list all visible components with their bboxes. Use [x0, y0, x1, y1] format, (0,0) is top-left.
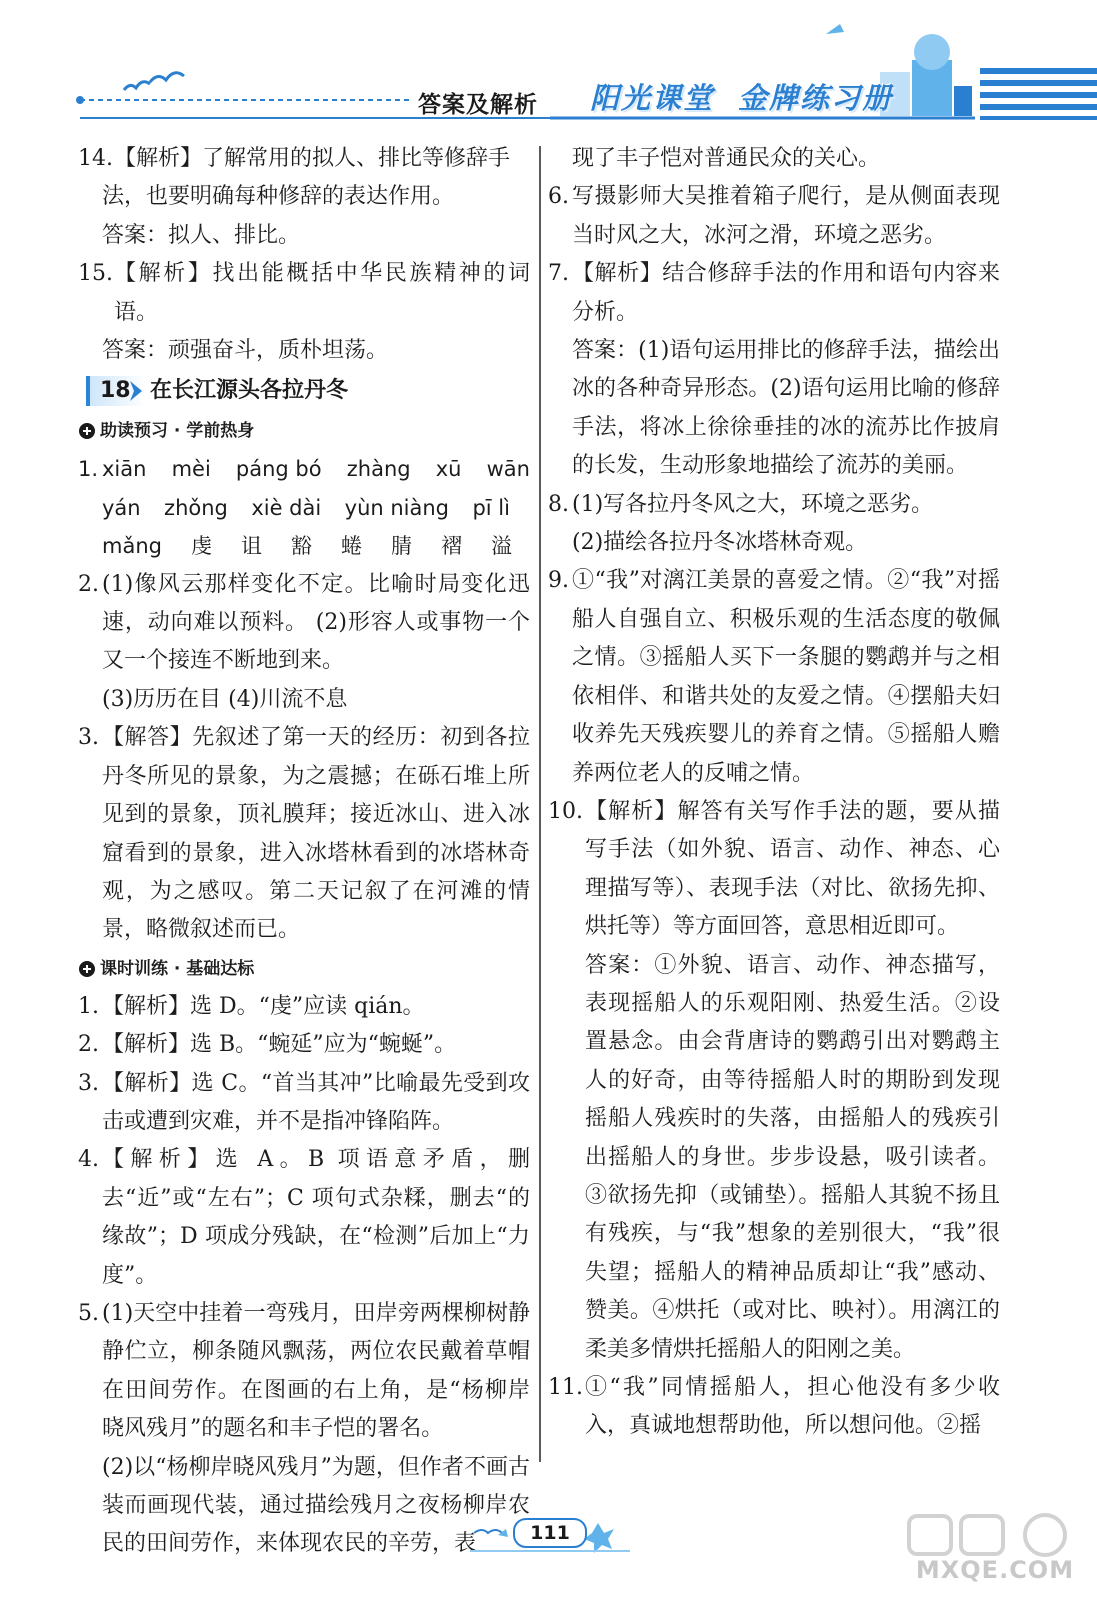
- brand-title: [590, 76, 893, 117]
- pinyin-row-1: [102, 450, 530, 488]
- pinyin-row-2: [102, 489, 530, 527]
- q14-item: [78, 140, 530, 255]
- r7-item: [548, 255, 1000, 485]
- pinyin: wān: [486, 457, 530, 482]
- item-number: 2.: [78, 1032, 99, 1058]
- pinyin-block: [78, 450, 530, 565]
- r10-item: [548, 793, 1000, 1369]
- lesson-title: 在长江源头各拉丹冬: [150, 378, 349, 404]
- p1-item: [78, 450, 530, 565]
- watermark-logo: [905, 1508, 1085, 1560]
- page-number-area: [470, 1515, 630, 1555]
- character: 溢: [490, 534, 512, 559]
- lesson-number: 18: [100, 378, 131, 404]
- r11-text: ①“我”同情摇船人，担心他没有多少收入，真诚地想帮助他，所以想问他。②摇: [585, 1375, 1000, 1439]
- pinyin-row-3: [102, 527, 530, 565]
- r9-item: [548, 562, 1000, 792]
- t2-text: 【解析】选 B。“蜿延”应为“蜿蜒”。: [102, 1032, 457, 1058]
- p2-text: (1)像风云那样变化不定。比喻时局变化迅速，动向难以预料。 (2)形容人或事物一个又一个接连不断地到来。: [102, 571, 530, 674]
- left-column: [78, 140, 530, 1564]
- t3-text: 【解析】选 C。“首当其冲”比喻最先受到攻击或遭到灾难，并不是指冲锋陷阵。: [102, 1070, 530, 1134]
- item-number: 3.: [78, 725, 99, 751]
- section-header-preview: [78, 412, 530, 450]
- t1-item: [78, 988, 530, 1026]
- pinyin: zhǒng: [164, 495, 228, 520]
- character: 虔: [190, 534, 212, 559]
- pinyin: zhàng: [346, 457, 411, 482]
- r10-answer: 答案：①外貌、语言、动作、神态描写，表现摇船人的乐观阳刚、热爱生活。②设置悬念。由会背唐诗的鹦鹉引出对鹦鹉主人的好奇，由等待摇船人时的期盼到发现摇船人残疾时的失落，由摇船人的残疾引出摇船人的身世。步步设悬，吸引读者。③欲扬先抑（或铺垫）。摇船人其貌不扬且有残疾，与“我”想象的差别很大，“我”很失望；摇船人的精神品质却让“我”感动、赞美。④烘托（或对比、映衬）。用漓江的柔美多情烘托摇船人的阳刚之美。: [585, 952, 1000, 1362]
- section-title: 助读预习 · 学前热身: [100, 421, 255, 442]
- t4-item: [78, 1141, 530, 1295]
- r7-answer: 答案：(1)语句运用排比的修辞手法，描绘出冰的各种奇异形态。(2)语句运用比喻的修辞手法，将冰上徐徐垂挂的冰的流苏比作披肩的长发，生动形象地描绘了流苏的美丽。: [572, 338, 1000, 479]
- r8-line2: (2)描绘各拉丹冬冰塔林奇观。: [572, 530, 868, 556]
- t5-text1: (1)天空中挂着一弯残月，田岸旁两棵柳树静静伫立，柳条随风飘荡，两位农民戴着草帽在田间劳作。在图画的右上角，是“杨柳岸晓风残月”的题名和丰子恺的署名。: [102, 1300, 530, 1442]
- t1-text: 【解析】选 D。“虔”应读 qián。: [102, 993, 425, 1019]
- pinyin: xū: [435, 457, 462, 482]
- item-number: 4.: [78, 1147, 99, 1173]
- t5-item: [78, 1295, 530, 1564]
- r8-item: [548, 486, 1000, 563]
- watermark: [905, 1508, 1085, 1596]
- item-number: 2.: [78, 571, 99, 597]
- item-number: 3.: [78, 1070, 99, 1096]
- column-divider: [539, 146, 541, 1462]
- section-header-training: [78, 950, 530, 988]
- page-number: 111: [513, 1518, 587, 1548]
- p2-line3: (3)历历在目 (4)川流不息: [102, 686, 348, 712]
- pinyin: mǎng: [102, 534, 162, 559]
- q15-item: [78, 255, 530, 370]
- item-number: 10.: [548, 798, 583, 824]
- r9-text: ①“我”对漓江美景的喜爱之情。②“我”对摇船人自强自立、积极乐观的生活态度的敬佩之情。③摇船人买下一条腿的鹦鹉并与之相依相伴、和谐共处的友爱之情。④摆船夫妇收养先天残疾婴儿的养育之情。⑤摇船人赡养两位老人的反哺之情。: [572, 568, 1000, 786]
- item-number: 15.: [78, 261, 113, 287]
- p3-item: [78, 719, 530, 949]
- pinyin: xiān: [102, 457, 147, 482]
- lesson-heading: [78, 372, 530, 412]
- pinyin: pī lì: [472, 495, 510, 520]
- q14-answer: 答案：拟人、排比。: [102, 222, 301, 248]
- watermark-text: MXQE.COM: [915, 1556, 1075, 1584]
- pinyin: yán: [102, 495, 141, 520]
- item-number: 1.: [78, 993, 99, 1019]
- item-number: 9.: [548, 568, 569, 594]
- t5-text2: (2)以“杨柳岸晓风残月”为题，但作者不画古装而画现代装，通过描绘残月之夜杨柳岸农民的田间劳作，来体现农民的辛劳，表: [102, 1454, 530, 1557]
- p3-text: 【解答】先叙述了第一天的经历：初到各拉丹冬所见的景象，为之震撼；在砾石堆上所见到的景象，顶礼膜拜；接近冰山、进入冰窟看到的景象，进入冰塔林看到的冰塔林奇观，为之感叹。第二天记叙了在河滩的情景，略微叙述而已。: [102, 725, 530, 943]
- right-column: [548, 140, 1000, 1446]
- t4-text: 【解析】选 A。B 项语意矛盾，删去“近”或“左右”；C 项句式杂糅，删去“的缘故”；D 项成分残缺，在“检测”后加上“力度”。: [102, 1147, 530, 1288]
- item-number: 7.: [548, 261, 569, 287]
- character: 诅: [240, 534, 262, 559]
- page-header: [0, 0, 1097, 150]
- brand-part2: 金牌练习册: [738, 81, 894, 115]
- header-decoration: [0, 0, 1097, 150]
- t2-item: [78, 1026, 530, 1064]
- item-number: 1.: [78, 457, 99, 482]
- character: 褶: [440, 534, 462, 559]
- q15-answer: 答案：顽强奋斗，质朴坦荡。: [102, 338, 389, 364]
- brand-part1: 阳光课堂: [590, 81, 715, 115]
- pinyin: páng bó: [235, 457, 322, 482]
- item-number: 8.: [548, 491, 569, 517]
- p2-item: [78, 566, 530, 720]
- header-section-title: 答案及解析: [418, 92, 538, 118]
- chevron-right-icon: [128, 379, 146, 403]
- pinyin: yùn niàng: [344, 495, 450, 520]
- pinyin: mèi: [171, 457, 211, 482]
- item-number: 14.: [78, 146, 113, 171]
- r8-line1: (1)写各拉丹冬风之大，环境之恶劣。: [572, 491, 934, 517]
- q15-line1: 【解析】找出能概括中华民族精神的词语。: [114, 261, 530, 325]
- character: 蜷: [340, 534, 362, 559]
- character: 豁: [290, 534, 312, 559]
- r6-item: [548, 178, 1000, 255]
- q14-line2: 法，也要明确每种修辞的表达作用。: [102, 184, 455, 210]
- t3-item: [78, 1065, 530, 1142]
- r10-text: 【解析】解答有关写作手法的题，要从描写手法（如外貌、语言、动作、神态、心理描写等）、表现手法（对比、欲扬先抑、烘托等）等方面回答，意思相近即可。: [585, 798, 1000, 940]
- r5-cont-text: 现了丰子恺对普通民众的关心。: [572, 146, 881, 171]
- q14-line1: 【解析】了解常用的拟人、排比等修辞手: [114, 146, 511, 171]
- character: 腈: [390, 534, 412, 559]
- section-title: 课时训练 · 基础达标: [100, 958, 255, 979]
- r5-continuation: [548, 140, 1000, 178]
- r11-item: [548, 1369, 1000, 1446]
- section-marker-icon: [78, 960, 96, 978]
- item-number: 11.: [548, 1375, 583, 1400]
- item-number: 5.: [78, 1300, 99, 1326]
- pinyin: xiè dài: [251, 495, 322, 520]
- item-number: 6.: [548, 184, 569, 210]
- section-marker-icon: [78, 422, 96, 440]
- r6-text: 写摄影师大吴推着箱子爬行，是从侧面表现当时风之大，冰河之滑，环境之恶劣。: [572, 184, 1000, 248]
- r7-text: 【解析】结合修辞手法的作用和语句内容来分析。: [572, 261, 1000, 325]
